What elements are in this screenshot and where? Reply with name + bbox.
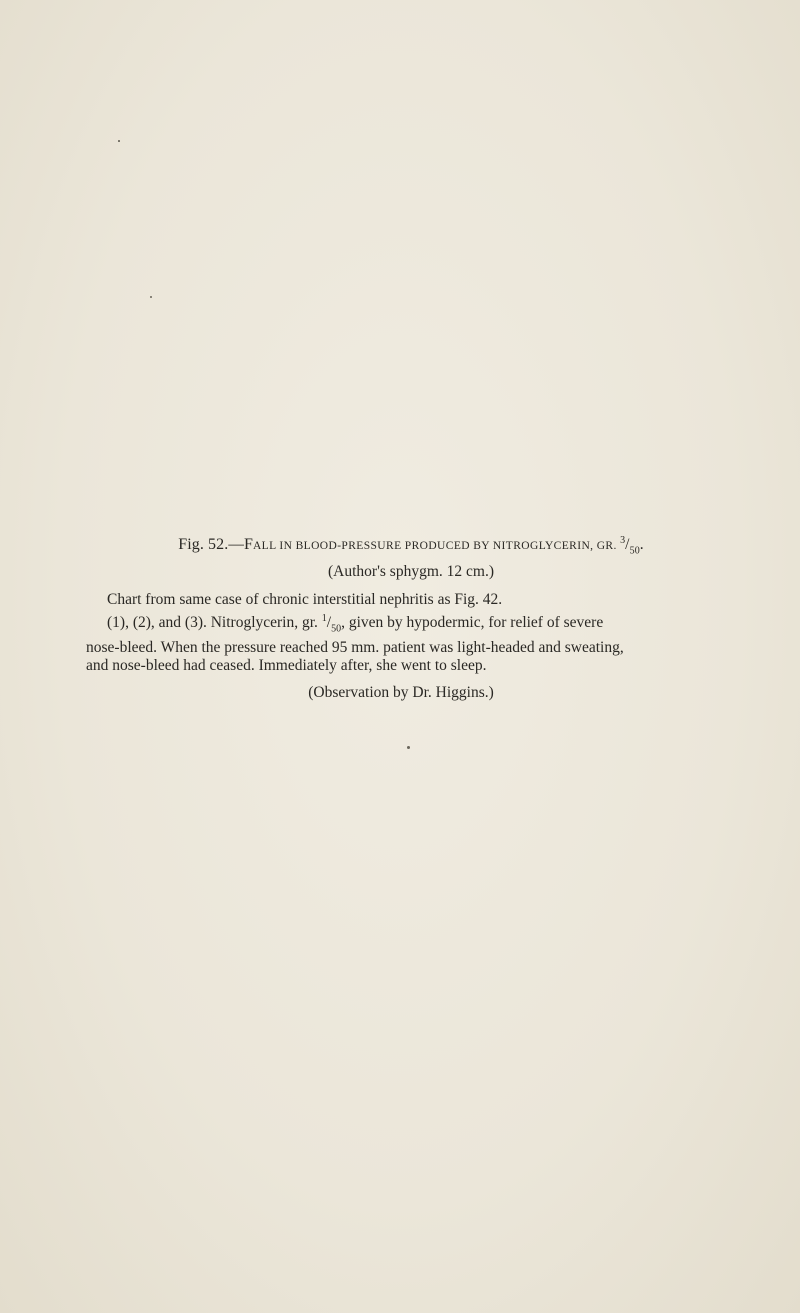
figure-number: Fig. 52.: [178, 536, 229, 554]
title-text: ALL IN BLOOD-PRESSURE PRODUCED BY NITROGLYCERIN, GR.: [252, 540, 621, 553]
dose-end: .: [639, 536, 644, 554]
title-dash: —: [228, 536, 244, 554]
paper-speck: [118, 140, 120, 142]
description-line-1: Chart from same case of chronic interstitial nephritis as Fig. 42.: [107, 591, 503, 609]
description-line-3: nose-bleed. When the pressure reached 95 mm. patient was light-headed and sweating,: [86, 638, 624, 656]
figure-caption: [86, 531, 716, 703]
figure-title: Fig. 52.—FALL IN BLOOD-PRESSURE PRODUCED BY NITROGLYCERIN, GR. $^3/_{50}$.: [178, 535, 644, 557]
observation-credit: (Observation by Dr. Higgins.): [308, 683, 494, 701]
description-line-4: and nose-bleed had ceased. Immediately after, she went to sleep.: [86, 657, 487, 674]
description-line-2: (1), (2), and (3). Nitroglycerin, gr. $^1/_{50}$, given by hypodermic, for relief of severe: [107, 612, 604, 634]
paper-speck: [407, 746, 410, 749]
title-initial: F: [243, 536, 253, 554]
dose-denominator: 50: [629, 545, 640, 557]
paper-speck: [150, 296, 152, 298]
dose-numerator: 3: [620, 535, 626, 546]
sphygm-note: (Author's sphygm. 12 cm.): [328, 563, 494, 581]
description: [86, 591, 716, 675]
